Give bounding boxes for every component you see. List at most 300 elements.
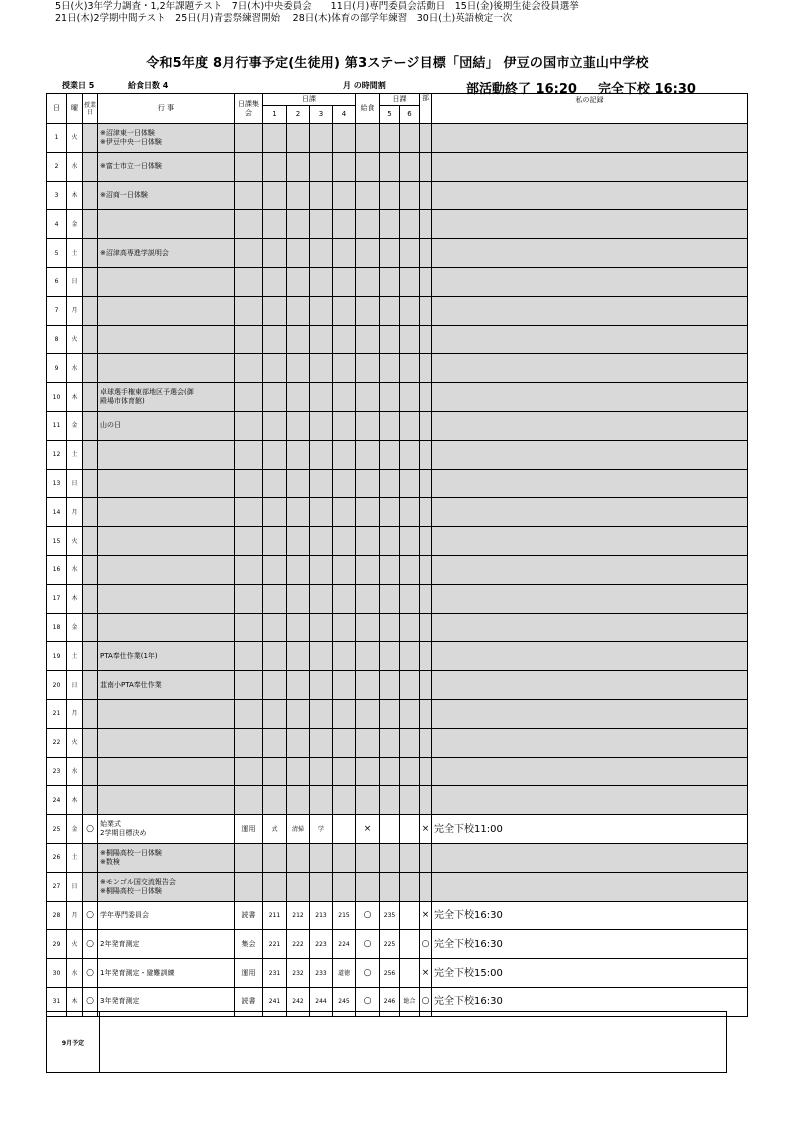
table-row bbox=[47, 843, 748, 872]
period-4-cell bbox=[333, 555, 356, 584]
event-cell bbox=[98, 296, 235, 325]
period-6-cell bbox=[400, 383, 420, 412]
period-6-cell bbox=[400, 411, 420, 440]
table-row bbox=[47, 296, 748, 325]
period-6-cell bbox=[400, 239, 420, 268]
weekday-cell: 火 bbox=[67, 527, 83, 556]
table-row bbox=[47, 440, 748, 469]
event-cell: ※モンゴル国交流報告会 ※桐陽高校一日体験 bbox=[98, 872, 235, 901]
event-cell bbox=[98, 584, 235, 613]
period-6-cell bbox=[400, 527, 420, 556]
period-4-cell: 224 bbox=[333, 930, 356, 959]
table-row bbox=[47, 930, 748, 959]
lunch-cell bbox=[356, 469, 380, 498]
lesson-days-count: 授業日 5 bbox=[62, 81, 95, 90]
period-2-cell bbox=[287, 642, 310, 671]
table-row bbox=[47, 527, 748, 556]
period-5-cell bbox=[380, 325, 400, 354]
weekday-cell: 水 bbox=[67, 959, 83, 988]
period-1-cell bbox=[263, 152, 287, 181]
period-3-cell bbox=[310, 411, 333, 440]
memo-cell bbox=[432, 411, 748, 440]
period-6-cell bbox=[400, 296, 420, 325]
header-period-2: 2 bbox=[287, 106, 310, 124]
event-cell bbox=[98, 555, 235, 584]
weekday-cell: 月 bbox=[67, 901, 83, 930]
club-cell bbox=[420, 671, 432, 700]
period-5-cell bbox=[380, 527, 400, 556]
memo-cell bbox=[432, 124, 748, 153]
table-row bbox=[47, 699, 748, 728]
lunch-cell bbox=[356, 671, 380, 700]
event-cell bbox=[98, 527, 235, 556]
period-3-cell bbox=[310, 527, 333, 556]
period-5-cell bbox=[380, 642, 400, 671]
club-cell bbox=[420, 411, 432, 440]
table-row bbox=[47, 210, 748, 239]
memo-cell bbox=[432, 642, 748, 671]
period-3-cell bbox=[310, 757, 333, 786]
gathering-cell bbox=[235, 786, 263, 815]
lesson-mark-cell bbox=[83, 181, 98, 210]
lunch-cell bbox=[356, 181, 380, 210]
memo-cell bbox=[432, 699, 748, 728]
club-cell bbox=[420, 296, 432, 325]
period-2-cell bbox=[287, 527, 310, 556]
lunch-days-count: 給食日数 4 bbox=[128, 81, 169, 90]
period-5-cell bbox=[380, 267, 400, 296]
lunch-cell bbox=[356, 124, 380, 153]
lesson-mark-cell: ○ bbox=[83, 987, 98, 1016]
period-1-cell bbox=[263, 757, 287, 786]
gathering-cell bbox=[235, 383, 263, 412]
table-row bbox=[47, 671, 748, 700]
club-cell bbox=[420, 642, 432, 671]
lunch-cell bbox=[356, 354, 380, 383]
weekday-cell: 日 bbox=[67, 872, 83, 901]
period-2-cell: 清掃 bbox=[287, 815, 310, 844]
gathering-cell bbox=[235, 498, 263, 527]
gathering-cell: 運用 bbox=[235, 815, 263, 844]
period-1-cell bbox=[263, 555, 287, 584]
event-cell: PTA奉仕作業(1年) bbox=[98, 642, 235, 671]
period-5-cell bbox=[380, 354, 400, 383]
next-month-box bbox=[46, 1011, 727, 1073]
period-1-cell bbox=[263, 181, 287, 210]
period-6-cell bbox=[400, 555, 420, 584]
header-schedule: 日課 bbox=[263, 94, 356, 106]
gathering-cell bbox=[235, 555, 263, 584]
period-1-cell bbox=[263, 239, 287, 268]
period-3-cell bbox=[310, 440, 333, 469]
lunch-cell bbox=[356, 757, 380, 786]
period-6-cell bbox=[400, 469, 420, 498]
table-row bbox=[47, 786, 748, 815]
period-5-cell bbox=[380, 152, 400, 181]
lesson-mark-cell bbox=[83, 699, 98, 728]
club-cell bbox=[420, 527, 432, 556]
period-1-cell bbox=[263, 267, 287, 296]
day-number-cell: 17 bbox=[47, 584, 67, 613]
period-2-cell bbox=[287, 555, 310, 584]
weekday-cell: 土 bbox=[67, 239, 83, 268]
period-6-cell bbox=[400, 815, 420, 844]
gathering-cell bbox=[235, 757, 263, 786]
period-2-cell bbox=[287, 181, 310, 210]
memo-cell: 完全下校16:30 bbox=[432, 987, 748, 1016]
timetable-note: 月 の時間割 bbox=[343, 81, 386, 90]
event-cell: 卓球選手権東部地区予選会(御 殿場市体育館) bbox=[98, 383, 235, 412]
day-number-cell: 19 bbox=[47, 642, 67, 671]
lunch-cell bbox=[356, 152, 380, 181]
gathering-cell bbox=[235, 296, 263, 325]
period-2-cell bbox=[287, 843, 310, 872]
gathering-cell bbox=[235, 527, 263, 556]
table-row bbox=[47, 728, 748, 757]
period-4-cell bbox=[333, 498, 356, 527]
club-cell bbox=[420, 383, 432, 412]
period-3-cell bbox=[310, 786, 333, 815]
lesson-mark-cell bbox=[83, 671, 98, 700]
period-5-cell bbox=[380, 699, 400, 728]
period-1-cell bbox=[263, 642, 287, 671]
day-number-cell: 31 bbox=[47, 987, 67, 1016]
club-cell bbox=[420, 469, 432, 498]
lesson-mark-cell bbox=[83, 411, 98, 440]
period-5-cell: 256 bbox=[380, 959, 400, 988]
table-row bbox=[47, 613, 748, 642]
period-4-cell bbox=[333, 210, 356, 239]
lunch-cell bbox=[356, 613, 380, 642]
period-6-cell bbox=[400, 181, 420, 210]
period-5-cell bbox=[380, 815, 400, 844]
period-2-cell: 232 bbox=[287, 959, 310, 988]
period-1-cell bbox=[263, 383, 287, 412]
period-1-cell: 221 bbox=[263, 930, 287, 959]
weekday-cell: 火 bbox=[67, 728, 83, 757]
club-cell bbox=[420, 267, 432, 296]
period-3-cell bbox=[310, 613, 333, 642]
period-2-cell bbox=[287, 210, 310, 239]
table-row bbox=[47, 555, 748, 584]
day-number-cell: 7 bbox=[47, 296, 67, 325]
weekday-cell: 火 bbox=[67, 930, 83, 959]
period-3-cell bbox=[310, 642, 333, 671]
event-cell: ※沼商一日体験 bbox=[98, 181, 235, 210]
club-cell bbox=[420, 843, 432, 872]
club-end-time: 部活動終了 16:20 bbox=[466, 82, 577, 97]
lesson-mark-cell bbox=[83, 786, 98, 815]
period-2-cell bbox=[287, 124, 310, 153]
lunch-cell bbox=[356, 555, 380, 584]
day-number-cell: 25 bbox=[47, 815, 67, 844]
memo-cell: 完全下校15:00 bbox=[432, 959, 748, 988]
club-cell bbox=[420, 210, 432, 239]
period-3-cell: 233 bbox=[310, 959, 333, 988]
club-cell bbox=[420, 325, 432, 354]
lunch-cell: × bbox=[356, 815, 380, 844]
lunch-cell bbox=[356, 527, 380, 556]
lunch-cell bbox=[356, 383, 380, 412]
header-period-4: 4 bbox=[333, 106, 356, 124]
gathering-cell: 読書 bbox=[235, 987, 263, 1016]
table-row bbox=[47, 152, 748, 181]
memo-cell: 完全下校16:30 bbox=[432, 930, 748, 959]
day-number-cell: 13 bbox=[47, 469, 67, 498]
period-1-cell bbox=[263, 498, 287, 527]
memo-cell bbox=[432, 671, 748, 700]
period-1-cell bbox=[263, 124, 287, 153]
lesson-mark-cell bbox=[83, 152, 98, 181]
table-row bbox=[47, 584, 748, 613]
memo-cell bbox=[432, 786, 748, 815]
day-number-cell: 23 bbox=[47, 757, 67, 786]
gathering-cell bbox=[235, 671, 263, 700]
period-2-cell bbox=[287, 354, 310, 383]
lunch-cell bbox=[356, 267, 380, 296]
event-cell bbox=[98, 267, 235, 296]
day-number-cell: 20 bbox=[47, 671, 67, 700]
club-cell bbox=[420, 728, 432, 757]
period-1-cell: 211 bbox=[263, 901, 287, 930]
weekday-cell: 水 bbox=[67, 555, 83, 584]
period-3-cell bbox=[310, 124, 333, 153]
period-5-cell bbox=[380, 124, 400, 153]
lesson-mark-cell bbox=[83, 872, 98, 901]
period-4-cell bbox=[333, 815, 356, 844]
event-cell: 3年発育測定 bbox=[98, 987, 235, 1016]
day-number-cell: 27 bbox=[47, 872, 67, 901]
club-cell bbox=[420, 757, 432, 786]
header-day: 日 bbox=[47, 94, 67, 124]
period-1-cell: 241 bbox=[263, 987, 287, 1016]
period-5-cell bbox=[380, 613, 400, 642]
period-6-cell bbox=[400, 440, 420, 469]
period-3-cell bbox=[310, 728, 333, 757]
period-6-cell bbox=[400, 325, 420, 354]
event-cell: 学年専門委員会 bbox=[98, 901, 235, 930]
period-2-cell bbox=[287, 699, 310, 728]
period-5-cell bbox=[380, 757, 400, 786]
club-cell bbox=[420, 613, 432, 642]
lesson-mark-cell bbox=[83, 296, 98, 325]
period-3-cell bbox=[310, 555, 333, 584]
memo-cell bbox=[432, 584, 748, 613]
period-1-cell bbox=[263, 786, 287, 815]
gathering-cell bbox=[235, 239, 263, 268]
club-cell bbox=[420, 498, 432, 527]
period-2-cell bbox=[287, 267, 310, 296]
period-5-cell bbox=[380, 671, 400, 700]
event-cell bbox=[98, 699, 235, 728]
header-club: 部 bbox=[420, 94, 432, 124]
lesson-mark-cell: ○ bbox=[83, 901, 98, 930]
period-6-cell bbox=[400, 124, 420, 153]
period-2-cell: 212 bbox=[287, 901, 310, 930]
period-6-cell bbox=[400, 843, 420, 872]
lunch-cell bbox=[356, 325, 380, 354]
period-2-cell bbox=[287, 325, 310, 354]
gathering-cell: 集会 bbox=[235, 930, 263, 959]
gathering-cell bbox=[235, 267, 263, 296]
memo-cell: 完全下校11:00 bbox=[432, 815, 748, 844]
gathering-cell bbox=[235, 210, 263, 239]
period-6-cell bbox=[400, 872, 420, 901]
period-5-cell bbox=[380, 383, 400, 412]
lesson-mark-cell: ○ bbox=[83, 815, 98, 844]
header-period-3: 3 bbox=[310, 106, 333, 124]
period-4-cell bbox=[333, 181, 356, 210]
table-row bbox=[47, 124, 748, 153]
memo-cell bbox=[432, 613, 748, 642]
lesson-mark-cell bbox=[83, 267, 98, 296]
table-row bbox=[47, 901, 748, 930]
memo-cell bbox=[432, 152, 748, 181]
header-period-5: 5 bbox=[380, 106, 400, 124]
period-2-cell bbox=[287, 383, 310, 412]
day-number-cell: 29 bbox=[47, 930, 67, 959]
period-1-cell bbox=[263, 440, 287, 469]
period-3-cell bbox=[310, 152, 333, 181]
memo-cell bbox=[432, 325, 748, 354]
header-period-6: 6 bbox=[400, 106, 420, 124]
weekday-cell: 木 bbox=[67, 383, 83, 412]
period-4-cell bbox=[333, 584, 356, 613]
period-3-cell: 213 bbox=[310, 901, 333, 930]
period-4-cell bbox=[333, 843, 356, 872]
period-5-cell: 246 bbox=[380, 987, 400, 1016]
day-number-cell: 24 bbox=[47, 786, 67, 815]
period-3-cell bbox=[310, 267, 333, 296]
day-number-cell: 30 bbox=[47, 959, 67, 988]
lesson-mark-cell bbox=[83, 527, 98, 556]
club-cell: × bbox=[420, 959, 432, 988]
lunch-cell bbox=[356, 584, 380, 613]
event-cell bbox=[98, 440, 235, 469]
header-period-1: 1 bbox=[263, 106, 287, 124]
period-6-cell bbox=[400, 786, 420, 815]
club-cell bbox=[420, 440, 432, 469]
period-6-cell bbox=[400, 901, 420, 930]
period-2-cell bbox=[287, 584, 310, 613]
lesson-mark-cell bbox=[83, 210, 98, 239]
period-1-cell bbox=[263, 354, 287, 383]
gathering-cell bbox=[235, 872, 263, 901]
period-1-cell bbox=[263, 843, 287, 872]
memo-cell bbox=[432, 296, 748, 325]
period-1-cell bbox=[263, 728, 287, 757]
period-1-cell: 231 bbox=[263, 959, 287, 988]
period-2-cell bbox=[287, 757, 310, 786]
period-2-cell bbox=[287, 469, 310, 498]
table-row bbox=[47, 239, 748, 268]
memo-cell bbox=[432, 843, 748, 872]
lunch-cell bbox=[356, 239, 380, 268]
event-cell bbox=[98, 325, 235, 354]
gathering-cell bbox=[235, 728, 263, 757]
event-cell: 韮南小PTA奉仕作業 bbox=[98, 671, 235, 700]
schedule-rows bbox=[47, 124, 748, 1017]
period-6-cell bbox=[400, 152, 420, 181]
memo-cell bbox=[432, 498, 748, 527]
period-3-cell bbox=[310, 354, 333, 383]
header-schedule-afternoon: 日課 bbox=[380, 94, 420, 106]
weekday-cell: 木 bbox=[67, 987, 83, 1016]
lesson-mark-cell bbox=[83, 498, 98, 527]
next-month-line-1: 5日(火)3年学力調査・1,2年課題テスト 7日(木)中央委員会 11日(月)専門委員会活動日 15日(金)後期生徒会役員選挙 bbox=[55, 1, 579, 12]
period-5-cell bbox=[380, 239, 400, 268]
table-row bbox=[47, 325, 748, 354]
weekday-cell: 土 bbox=[67, 843, 83, 872]
memo-cell bbox=[432, 210, 748, 239]
weekday-cell: 水 bbox=[67, 354, 83, 383]
lesson-mark-cell bbox=[83, 469, 98, 498]
club-cell bbox=[420, 181, 432, 210]
period-4-cell: 道徳 bbox=[333, 959, 356, 988]
period-3-cell bbox=[310, 181, 333, 210]
period-1-cell bbox=[263, 411, 287, 440]
full-leave-time: 完全下校 16:30 bbox=[598, 82, 696, 97]
day-number-cell: 21 bbox=[47, 699, 67, 728]
memo-cell bbox=[432, 555, 748, 584]
period-4-cell bbox=[333, 325, 356, 354]
header-lesson-day: 授業日 bbox=[83, 94, 98, 124]
period-5-cell bbox=[380, 786, 400, 815]
gathering-cell bbox=[235, 181, 263, 210]
weekday-cell: 月 bbox=[67, 296, 83, 325]
table-row bbox=[47, 815, 748, 844]
memo-cell bbox=[432, 239, 748, 268]
period-2-cell bbox=[287, 872, 310, 901]
period-4-cell bbox=[333, 239, 356, 268]
memo-cell bbox=[432, 354, 748, 383]
memo-cell bbox=[432, 757, 748, 786]
table-row bbox=[47, 181, 748, 210]
table-row bbox=[47, 411, 748, 440]
header-memo: 私の記録 bbox=[432, 94, 748, 124]
day-number-cell: 5 bbox=[47, 239, 67, 268]
lunch-cell bbox=[356, 440, 380, 469]
weekday-cell: 火 bbox=[67, 325, 83, 354]
period-2-cell bbox=[287, 728, 310, 757]
lesson-mark-cell: ○ bbox=[83, 930, 98, 959]
weekday-cell: 日 bbox=[67, 267, 83, 296]
period-3-cell bbox=[310, 296, 333, 325]
period-2-cell: 222 bbox=[287, 930, 310, 959]
header-lunch: 給食 bbox=[356, 94, 380, 124]
club-cell bbox=[420, 872, 432, 901]
period-3-cell bbox=[310, 872, 333, 901]
day-number-cell: 3 bbox=[47, 181, 67, 210]
gathering-cell bbox=[235, 843, 263, 872]
day-number-cell: 22 bbox=[47, 728, 67, 757]
weekday-cell: 水 bbox=[67, 757, 83, 786]
period-3-cell: 学 bbox=[310, 815, 333, 844]
period-4-cell bbox=[333, 440, 356, 469]
weekday-cell: 水 bbox=[67, 152, 83, 181]
period-1-cell bbox=[263, 872, 287, 901]
lunch-cell bbox=[356, 699, 380, 728]
gathering-cell bbox=[235, 440, 263, 469]
period-4-cell bbox=[333, 354, 356, 383]
period-5-cell bbox=[380, 843, 400, 872]
lesson-mark-cell bbox=[83, 239, 98, 268]
day-number-cell: 1 bbox=[47, 124, 67, 153]
next-month-line-2: 21日(木)2学期中間テスト 25日(月)青雲祭練習開始 28日(木)体育の部学年練習 30日(土)英語検定一次 bbox=[55, 13, 513, 24]
period-6-cell bbox=[400, 267, 420, 296]
event-cell: ※桐陽高校一日体験 ※数検 bbox=[98, 843, 235, 872]
lunch-cell bbox=[356, 411, 380, 440]
